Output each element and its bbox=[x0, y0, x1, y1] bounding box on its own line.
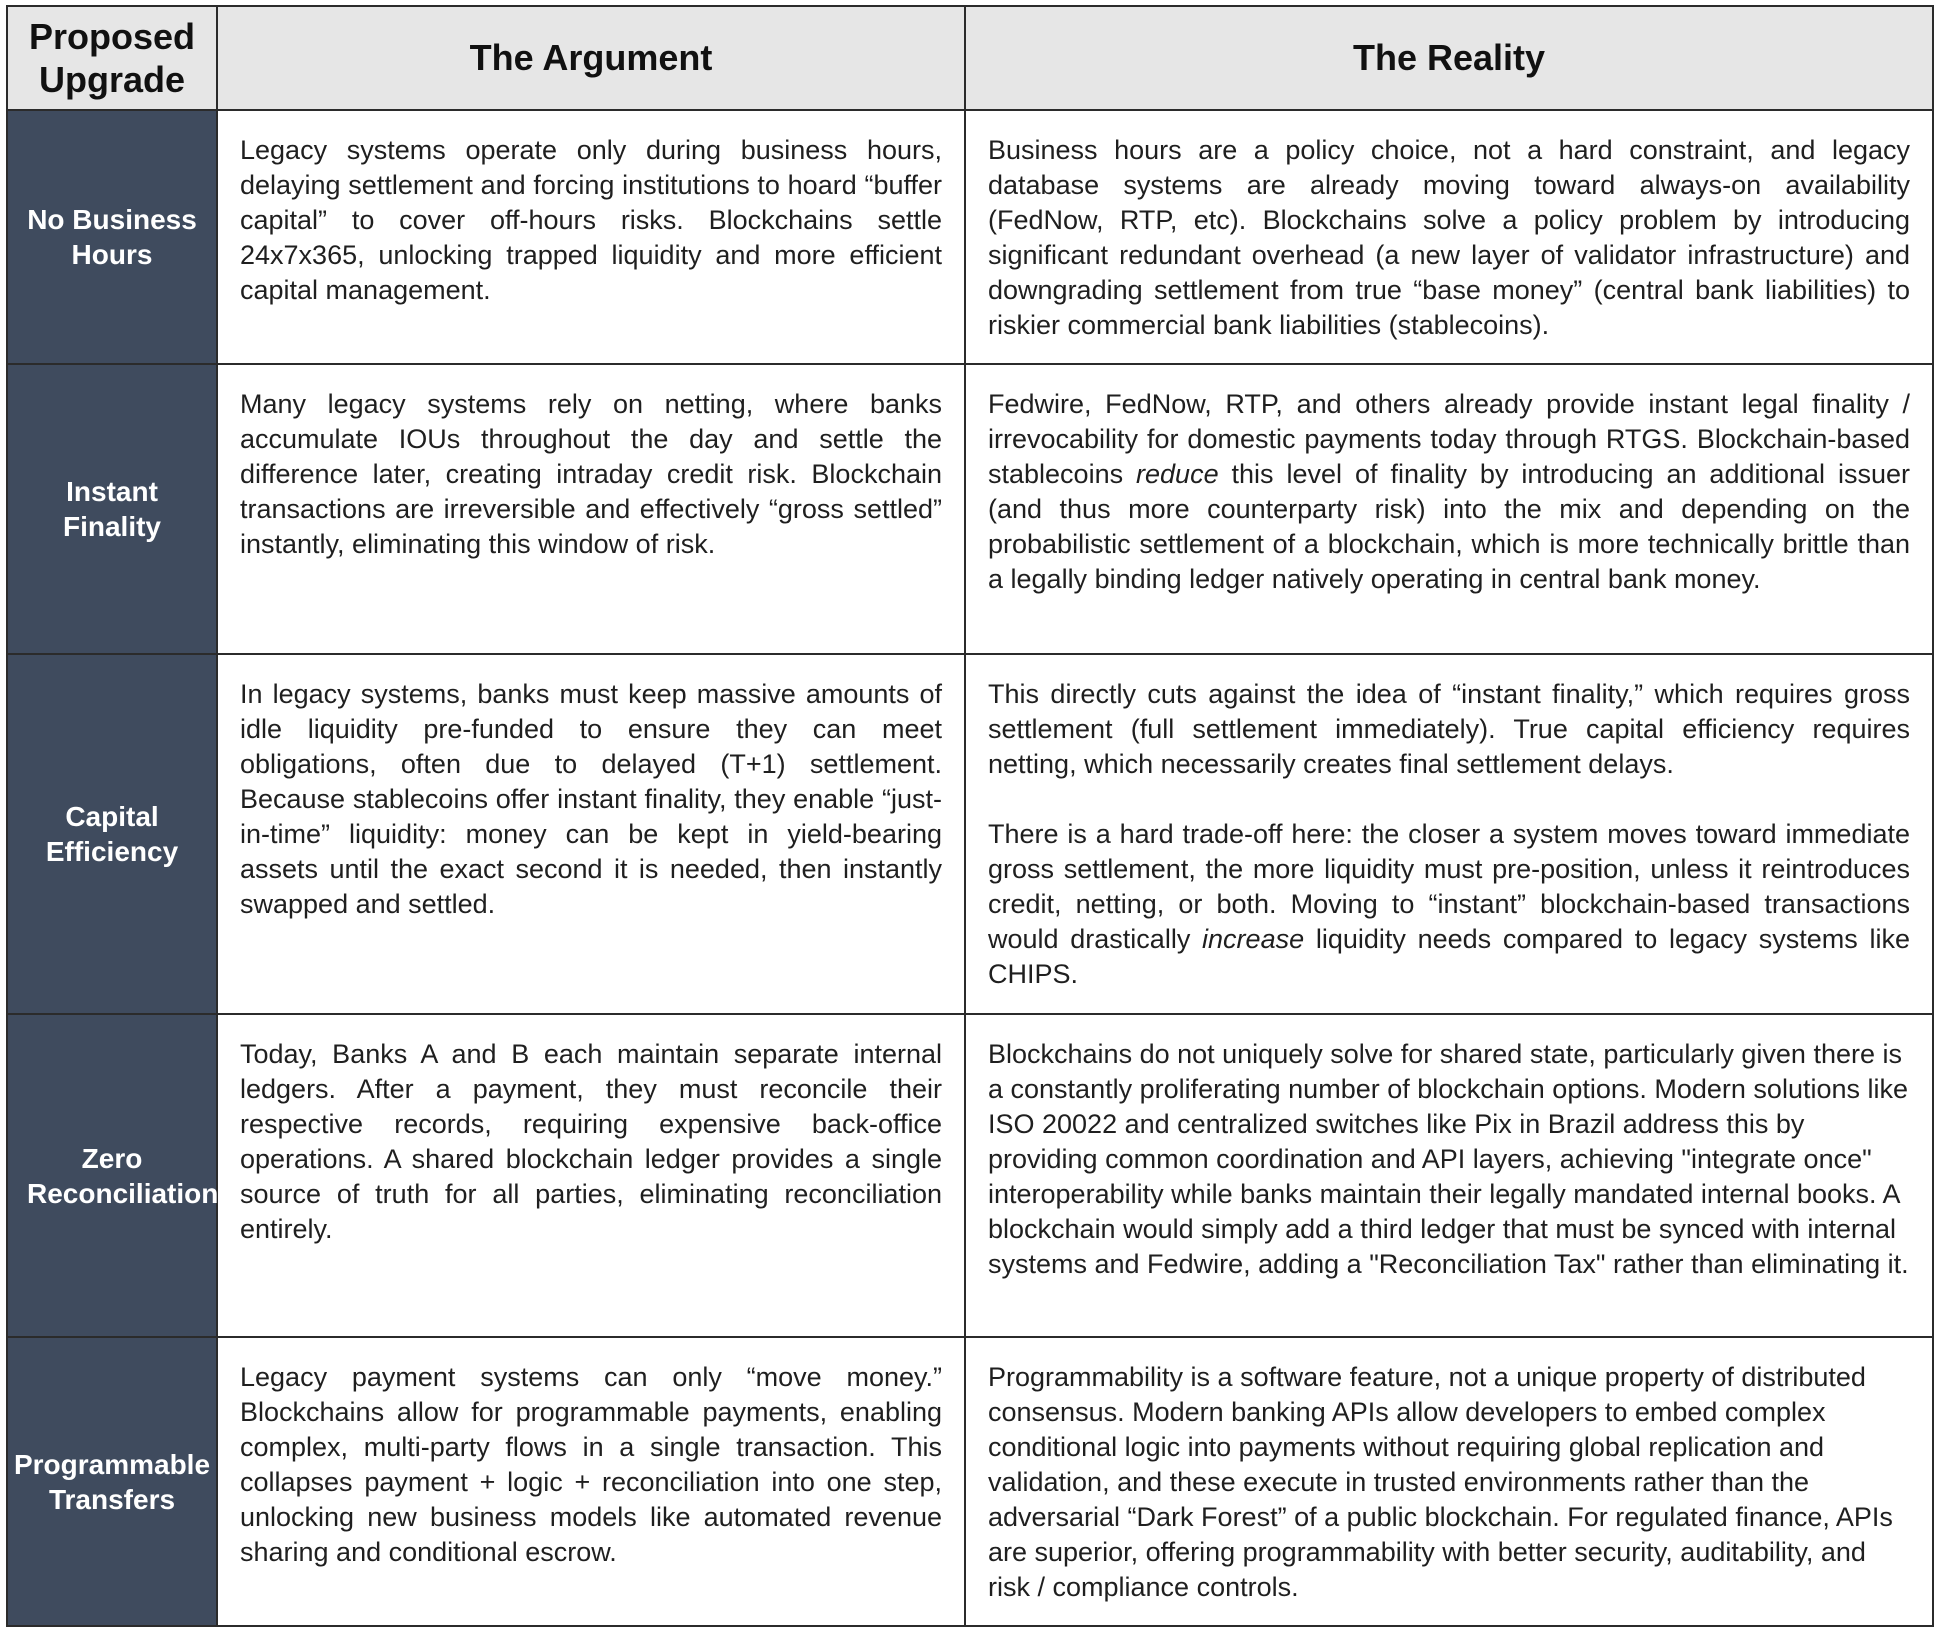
argument-text: Many legacy systems rely on netting, where banks accumulate IOUs throughout the day and settle the difference later, creating intraday credit risk. Blockchain transactions are irreversible and effectively “gross settled” instantly, eliminating this window of risk. bbox=[240, 389, 942, 559]
text-run: There is a hard trade-off here: the closer a system moves toward immediate gross settlement, the more liquidity must pre-position, unless it reintroduces credit, netting, or both. Moving to “instant” blockchain-based transactions would drastically bbox=[988, 819, 1910, 954]
argument-cell-instant-finality bbox=[218, 365, 966, 655]
row-label-zero-reconciliation bbox=[8, 1015, 218, 1338]
text-run: This directly cuts against the idea of “instant finality,” which requires gross settlement (full settlement immediately). True capital efficiency requires netting, which necessarily creates final settlement delays. bbox=[988, 679, 1910, 779]
reality-text bbox=[988, 1360, 1910, 1605]
text-run: Fedwire, FedNow, RTP, and others already provide instant legal finality / irrevocability for domestic payments today through RTGS. Blockchain-based stablecoins bbox=[988, 389, 1910, 489]
reality-cell-programmable-transfers bbox=[966, 1338, 1932, 1625]
argument-text: In legacy systems, banks must keep massive amounts of idle liquidity pre-funded to ensure they can meet obligations, often due to delayed (T+1) settlement. Because stablecoins offer instant finality, they enable “just-in-time” liquidity: money can be kept in yield-bearing assets until the exact second it is needed, then instantly swapped and settled. bbox=[240, 679, 942, 919]
text-run: Programmability is a software feature, not a unique property of distributed consensus. Modern banking APIs allow developers to embed complex conditional logic into payments without requiring global replication and validation, and these execute in trusted environments rather than the adversarial “Dark Forest” of a public blockchain. For regulated finance, APIs are superior, offering programmability with better security, auditability, and risk / compliance controls. bbox=[988, 1362, 1893, 1602]
reality-text bbox=[988, 817, 1910, 992]
row-label-text: Capital Efficiency bbox=[45, 801, 179, 867]
reality-text bbox=[988, 133, 1910, 343]
header-proposed-upgrade-text: Proposed Upgrade bbox=[28, 16, 196, 100]
header-argument bbox=[218, 7, 966, 111]
header-argument-text: The Argument bbox=[469, 37, 713, 78]
reality-text bbox=[988, 1037, 1910, 1282]
text-run: Business hours are a policy choice, not a hard constraint, and legacy database systems are already moving toward always-on availability (FedNow, RTP, etc). Blockchains solve a policy problem by introducing significant redundant overhead (a new layer of validator infrastructure) and downgrading settlement from true “base money” (central bank liabilities) to riskier commercial bank liabilities (stablecoins). bbox=[988, 135, 1910, 340]
argument-text: Today, Banks A and B each maintain separate internal ledgers. After a payment, they must reconcile their respective records, requiring expensive back-office operations. A shared blockchain ledger provides a single source of truth for all parties, eliminating reconciliation entirely. bbox=[240, 1039, 942, 1244]
argument-cell-zero-reconciliation bbox=[218, 1015, 966, 1338]
row-label-text: Instant Finality bbox=[62, 476, 161, 542]
text-run: this level of finality by introducing an additional issuer (and thus more counterparty risk) into the mix and depending on the probabilistic settlement of a blockchain, which is more technically brittle than a legally binding ledger natively operating in central bank money. bbox=[988, 459, 1910, 594]
row-label-capital-efficiency bbox=[8, 655, 218, 1015]
reality-text bbox=[988, 387, 1910, 597]
reality-cell-zero-reconciliation bbox=[966, 1015, 1932, 1338]
header-proposed-upgrade bbox=[8, 7, 218, 111]
row-label-no-business-hours bbox=[8, 111, 218, 365]
header-reality bbox=[966, 7, 1932, 111]
comparison-table bbox=[6, 5, 1934, 1627]
row-label-programmable-transfers bbox=[8, 1338, 218, 1625]
reality-cell-capital-efficiency bbox=[966, 655, 1932, 1015]
header-reality-text: The Reality bbox=[1352, 37, 1546, 78]
argument-cell-no-business-hours bbox=[218, 111, 966, 365]
argument-text: Legacy systems operate only during business hours, delaying settlement and forcing institutions to hoard “buffer capital” to cover off-hours risks. Blockchains settle 24x7x365, unlocking trapped liquidity and more efficient capital management. bbox=[240, 135, 942, 305]
argument-cell-capital-efficiency bbox=[218, 655, 966, 1015]
reality-cell-instant-finality bbox=[966, 365, 1932, 655]
row-label-instant-finality bbox=[8, 365, 218, 655]
emphasis-text: increase bbox=[1202, 924, 1305, 954]
row-label-text: No Business Hours bbox=[27, 204, 197, 270]
text-run: liquidity needs compared to legacy systems like CHIPS. bbox=[988, 924, 1910, 989]
emphasis-text: reduce bbox=[1136, 459, 1219, 489]
text-run: Blockchains do not uniquely solve for shared state, particularly given there is a constantly proliferating number of blockchain options. Modern solutions like ISO 20022 and centralized switches like Pix in Brazil address this by providing common coordination and API layers, achieving "integrate once" interoperability while banks maintain their legally mandated internal books. A blockchain would simply add a third ledger that must be synced with internal systems and Fedwire, adding a "Reconciliation Tax" rather than eliminating it. bbox=[988, 1039, 1909, 1279]
row-label-text: Programmable Transfers bbox=[13, 1448, 211, 1515]
argument-cell-programmable-transfers bbox=[218, 1338, 966, 1625]
reality-cell-no-business-hours bbox=[966, 111, 1932, 365]
reality-text bbox=[988, 677, 1910, 782]
argument-text: Legacy payment systems can only “move money.” Blockchains allow for programmable payments, enabling complex, multi-party flows in a single transaction. This collapses payment + logic + reconciliation into one step, unlocking new business models like automated revenue sharing and conditional escrow. bbox=[240, 1362, 942, 1567]
row-label-text: Zero Reconciliation bbox=[27, 1142, 219, 1209]
